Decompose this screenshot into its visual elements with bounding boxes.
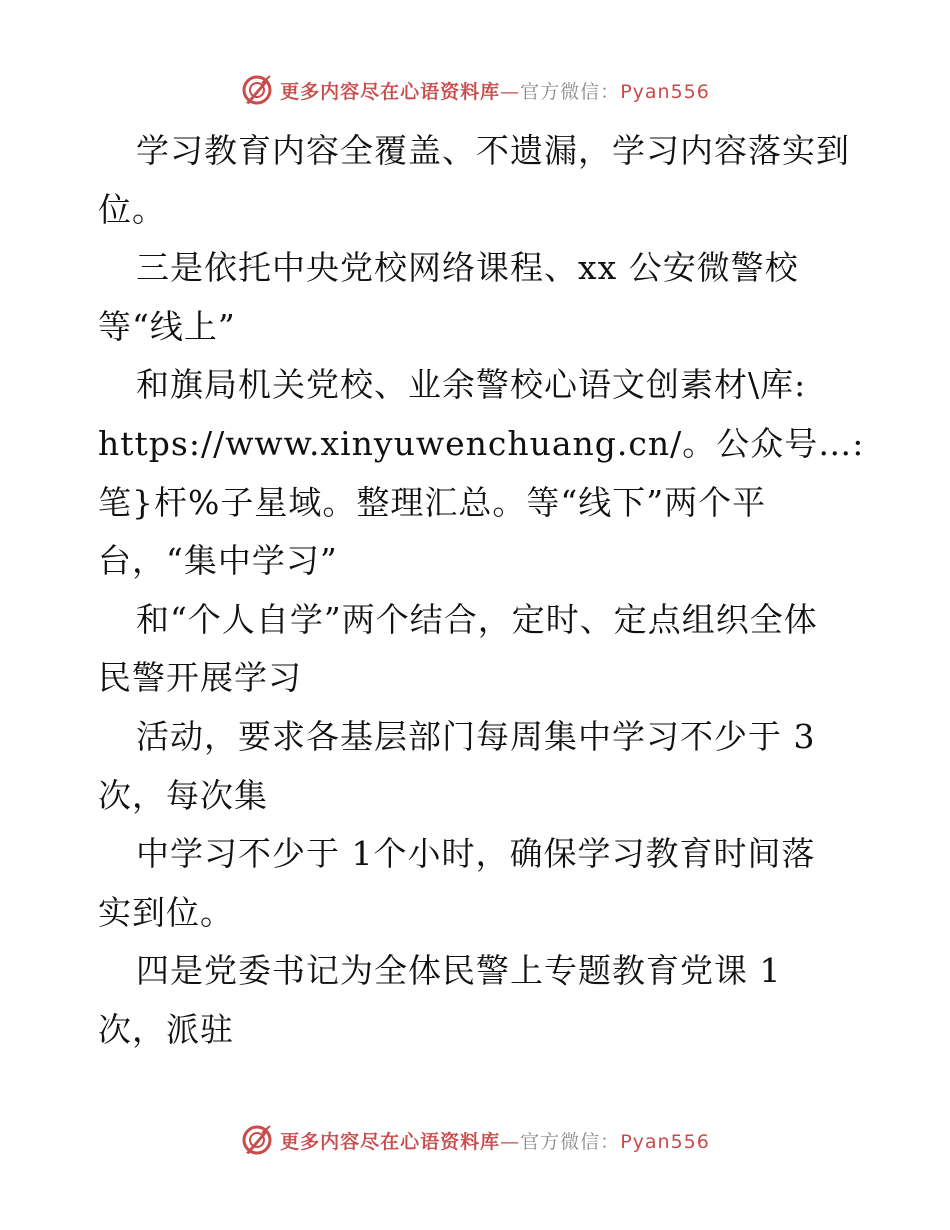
banner-main-text: 更多内容尽在心语资料库 — [280, 80, 501, 103]
banner-id-text: Pyan556 — [620, 1130, 710, 1153]
banner-id-text: Pyan556 — [620, 80, 710, 103]
banner — [240, 73, 710, 107]
body-line: 次，每次集 — [98, 775, 268, 815]
body-line: https://www.xinyuwenchuang.cn/。公众号…: — [98, 423, 865, 463]
body-line: 等“线上” — [98, 306, 236, 346]
document-body — [98, 122, 898, 1060]
banner-main-text: 更多内容尽在心语资料库 — [280, 1130, 501, 1153]
banner-dash: — — [500, 1130, 521, 1153]
body-line: 三是依托中央党校网络课程、xx 公安微警校 — [136, 248, 799, 288]
footer-banner — [0, 1120, 950, 1160]
body-line: 实到位。 — [98, 892, 234, 932]
banner-dash: — — [500, 80, 521, 103]
body-line: 和旗局机关党校、业余警校心语文创素材\库: — [136, 365, 807, 405]
quill-pen-logo-icon — [240, 73, 274, 107]
banner-sub-text: 官方微信： — [520, 80, 621, 103]
body-line: 活动，要求各基层部门每周集中学习不少于 3 — [136, 716, 816, 756]
body-line: 位。 — [98, 189, 166, 229]
body-line: 民警开展学习 — [98, 658, 302, 698]
banner — [240, 1123, 710, 1157]
body-line: 四是党委书记为全体民警上专题教育党课 1 — [136, 951, 782, 991]
header-banner — [0, 70, 950, 110]
body-line: 和“个人自学”两个结合，定时、定点组织全体 — [136, 599, 818, 639]
banner-sub-text: 官方微信： — [520, 1130, 621, 1153]
body-line: 次，派驻 — [98, 1009, 234, 1049]
body-line: 台，“集中学习” — [98, 541, 338, 581]
body-line: 笔}杆%子星域。整理汇总。等“线下”两个平 — [98, 482, 767, 522]
body-line: 学习教育内容全覆盖、不遗漏，学习内容落实到 — [136, 131, 850, 170]
quill-pen-logo-icon — [240, 1123, 274, 1157]
body-line: 中学习不少于 1个小时，确保学习教育时间落 — [136, 834, 816, 874]
